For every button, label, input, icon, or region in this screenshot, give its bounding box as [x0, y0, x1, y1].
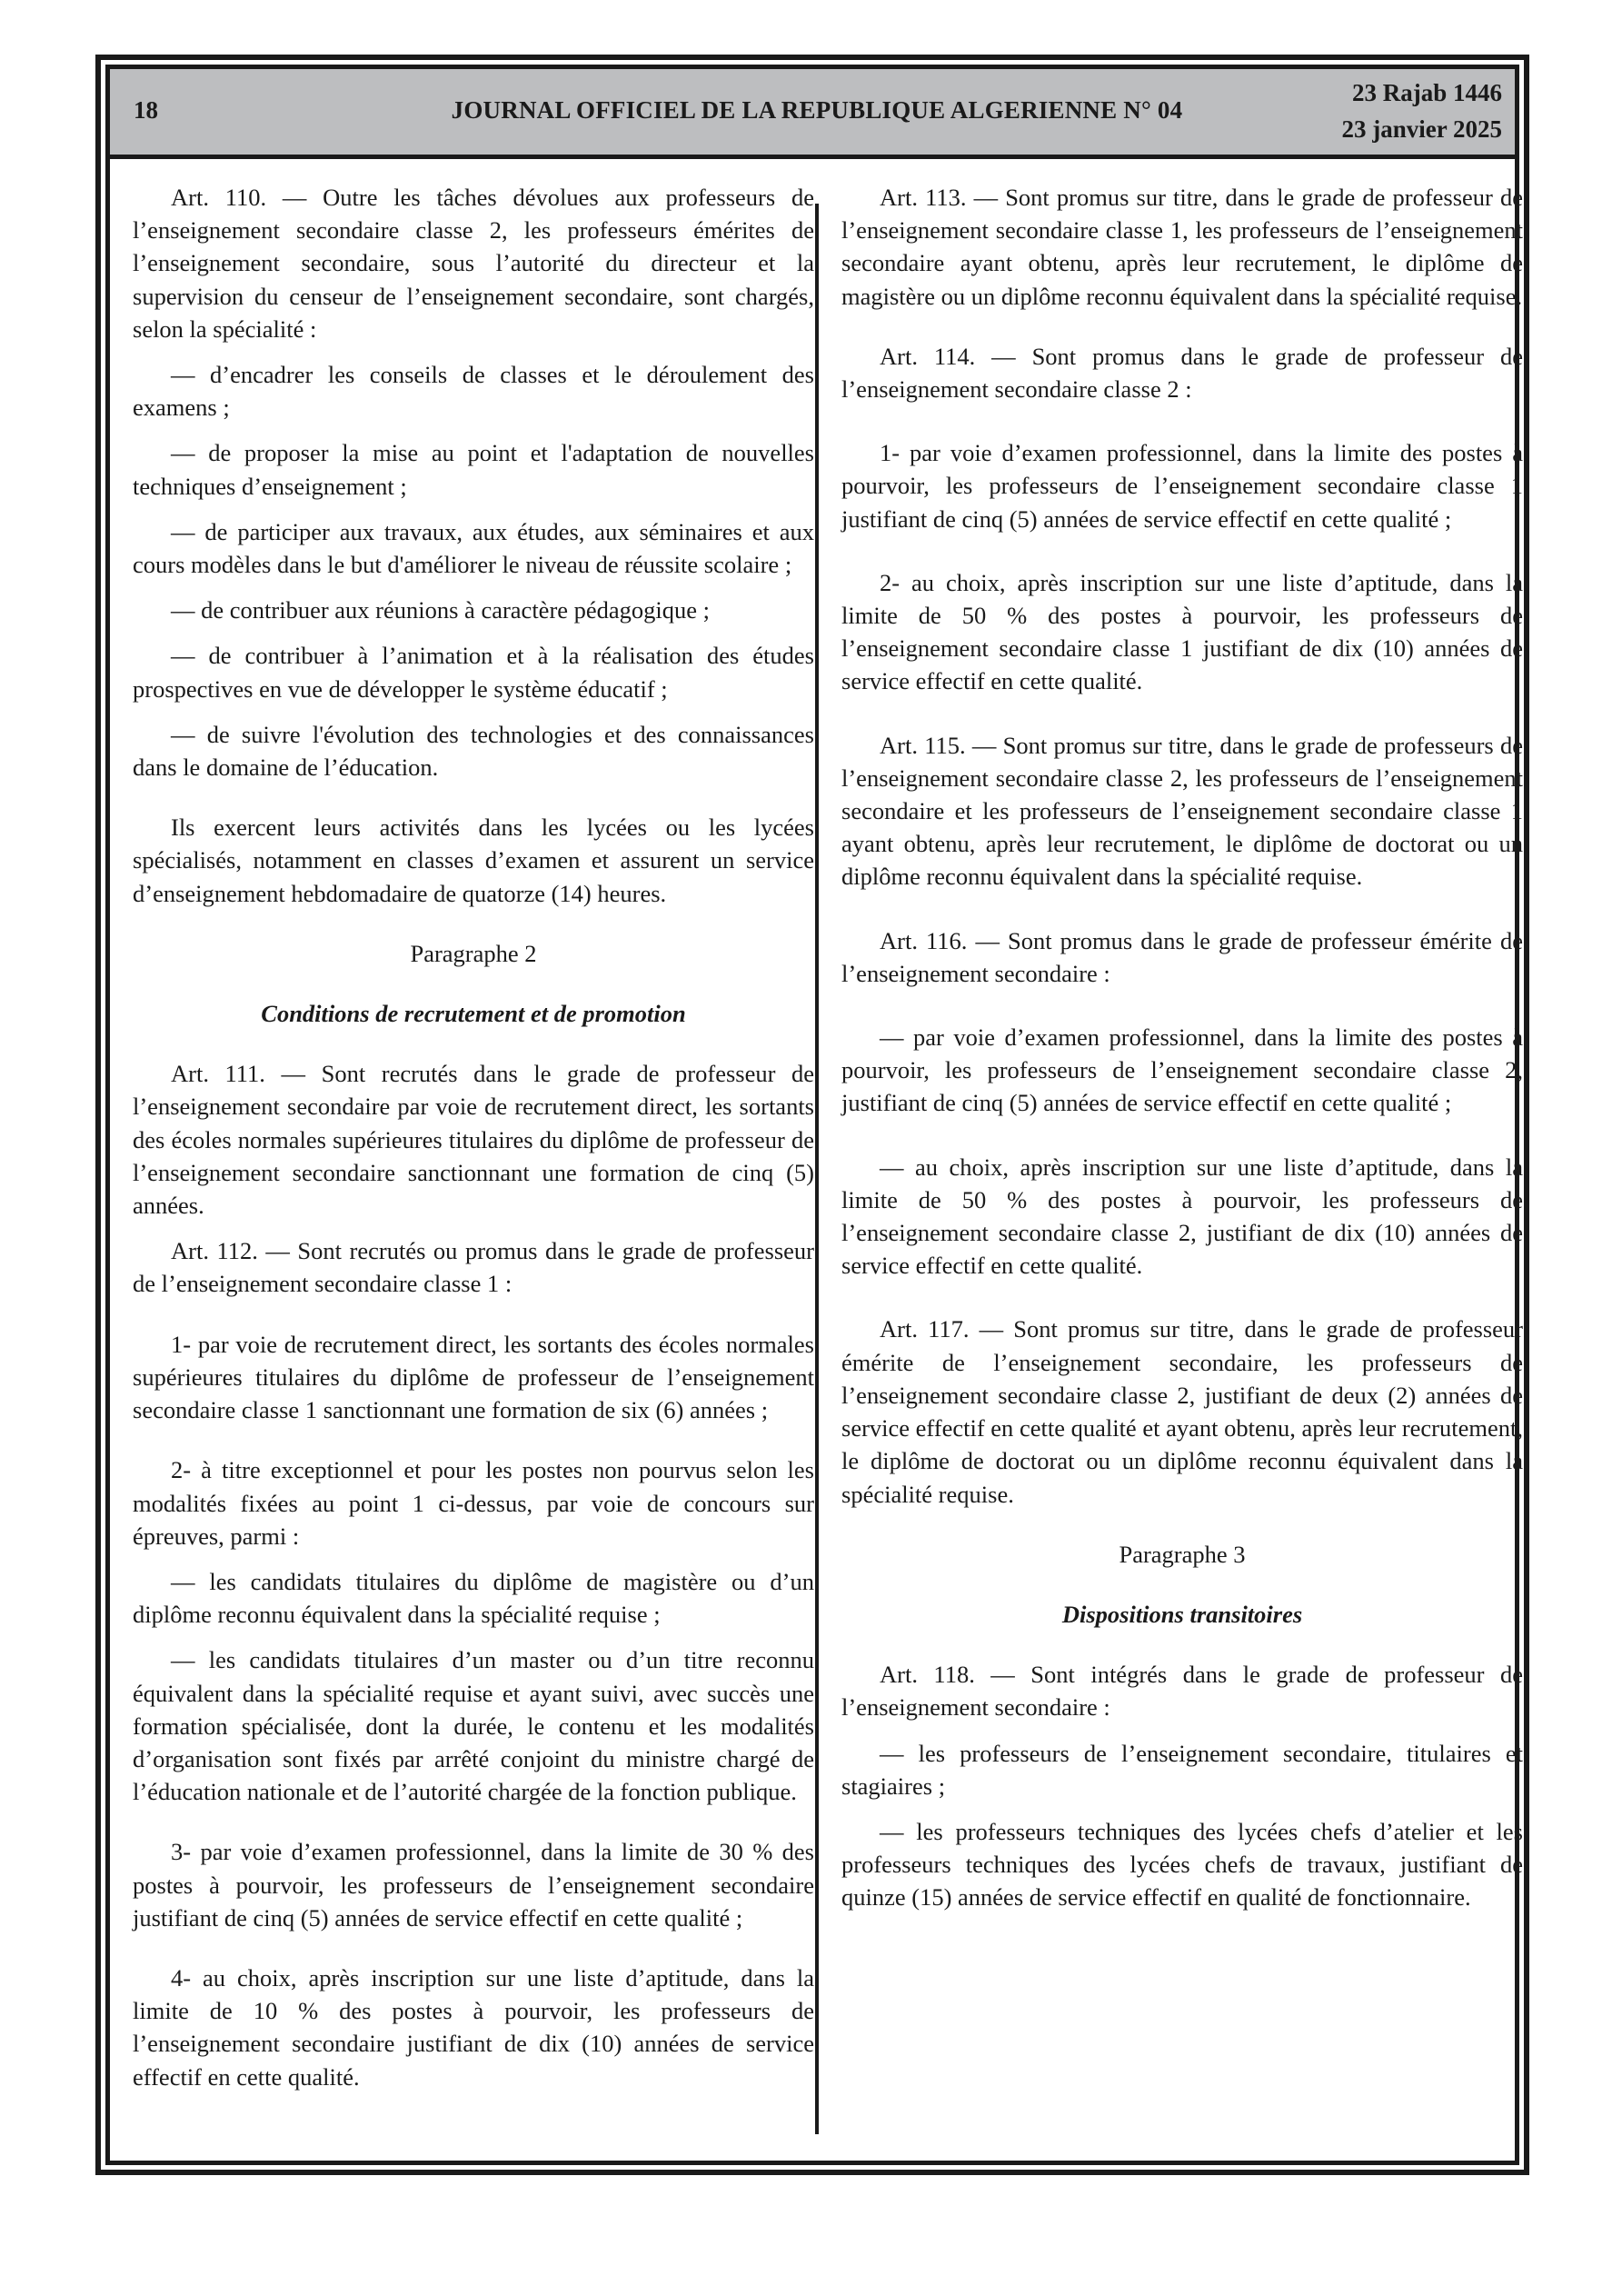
article-114-point-1: 1- par voie d’examen professionnel, dans la limite des postes à pourvoir, les professeurs de l’enseignement secondaire classe 1 justifiant de cinq (5) années de service effectif en cette qualité ;: [841, 439, 1523, 533]
issue-date: [1342, 75, 1503, 147]
article-112-point-2-item: — les candidats titulaires du diplôme de magistère ou d’un diplôme reconnu équivalent dans la spécialité requise ;: [133, 1567, 814, 1629]
article-114-intro: Art. 114. — Sont promus dans le grade de professeur de l’enseignement secondaire classe 2 :: [841, 342, 1523, 404]
journal-header: [110, 69, 1515, 159]
right-column: [841, 181, 1523, 1914]
article-110-intro: Art. 110. — Outre les tâches dévolues aux professeurs de l’enseignement secondaire classe 2, les professeurs émérites de l’enseignement secondaire, sous l’autorité du directeur et la supervision du censeur de l’enseignement secondaire, sont chargés, selon la spécialité :: [133, 184, 814, 343]
article-110-item: — de participer aux travaux, aux études, aux séminaires et aux cours modèles dans le but d'améliorer le niveau de réussite scolaire ;: [133, 517, 814, 579]
article-110-closing: Ils exercent leurs activités dans les lycées ou les lycées spécialisés, notamment en classes d’examen et assurent un service d’enseignement hebdomadaire de quatorze (14) heures.: [133, 814, 814, 907]
article-110-item: — de proposer la mise au point et l'adaptation de nouvelles techniques d’enseignement ;: [133, 439, 814, 500]
paragraph-heading: Paragraphe 3: [1119, 1540, 1246, 1568]
section-title: Dispositions transitoires: [1061, 1600, 1303, 1628]
article-116-item: — au choix, après inscription sur une liste d’aptitude, dans la limite de 50 % des postes à pourvoir, les professeurs de l’enseignement secondaire classe 2, justifiant de dix (10) années de service effectif en cette qualité.: [841, 1153, 1523, 1280]
article-113: Art. 113. — Sont promus sur titre, dans le grade de professeur de l’enseignement secondaire classe 1, les professeurs de l’enseignement secondaire ayant obtenu, après leur recrutement, le diplôme de magistère ou un diplôme reconnu équivalent dans la spécialité requise.: [841, 184, 1523, 310]
article-110-item: — de suivre l'évolution des technologies et des connaissances dans le domaine de l’éducation.: [133, 720, 814, 782]
article-112-point-3: 3- par voie d’examen professionnel, dans la limite de 30 % des postes à pourvoir, les professeurs de l’enseignement secondaire justifiant de cinq (5) années de service effectif en cette qualité ;: [133, 1838, 814, 1932]
article-118-item: — les professeurs techniques des lycées chefs d’atelier et les professeurs techniques des lycées chefs de travaux, justifiant de quinze (15) années de service effectif en qualité de fonctionnaire.: [841, 1817, 1523, 1912]
article-116-intro: Art. 116. — Sont promus dans le grade de professeur émérite de l’enseignement secondaire :: [841, 926, 1523, 987]
gregorian-date: 23 janvier 2025: [1341, 115, 1502, 143]
article-112-intro: Art. 112. — Sont recrutés ou promus dans le grade de professeur de l’enseignement secondaire classe 1 :: [133, 1237, 814, 1298]
hijri-date: 23 Rajab 1446: [1351, 79, 1502, 106]
article-118-intro: Art. 118. — Sont intégrés dans le grade de professeur de l’enseignement secondaire :: [841, 1661, 1523, 1722]
article-110-item: — d’encadrer les conseils de classes et le déroulement des examens ;: [133, 361, 814, 422]
left-column: [133, 181, 814, 2093]
section-title: Conditions de recrutement et de promotion: [261, 1000, 686, 1028]
article-111: Art. 111. — Sont recrutés dans le grade de professeur de l’enseignement secondaire par voie de recrutement direct, les sortants des écoles normales supérieures titulaires du diplôme de professeur de l’enseignement secondaire sanctionnant une formation de cinq (5) années.: [133, 1060, 814, 1220]
article-110-item: — de contribuer à l’animation et à la réalisation des études prospectives en vue de développer le système éducatif ;: [133, 642, 814, 703]
article-112-point-1: 1- par voie de recrutement direct, les sortants des écoles normales supérieures titulaires du diplôme de professeur de l’enseignement secondaire classe 1 sanctionnant une formation de six (6) années ;: [133, 1330, 814, 1424]
article-112-point-4: 4- au choix, après inscription sur une liste d’aptitude, dans la limite de 10 % des postes à pourvoir, les professeurs de l’enseignement secondaire justifiant de dix (10) années de service effectif en cette qualité.: [133, 1963, 814, 2091]
article-115: Art. 115. — Sont promus sur titre, dans le grade de professeurs de l’enseignement secondaire classe 2, les professeurs de l’enseignement secondaire et les professeurs de l’enseignement secondaire classe 1 ayant obtenu, après leur recrutement, le diplôme de doctorat ou un diplôme reconnu équivalent dans la spécialité requise.: [841, 731, 1523, 891]
column-divider: [815, 204, 819, 2134]
page-frame: [95, 55, 1529, 2175]
article-116-item: — par voie d’examen professionnel, dans la limite des postes à pourvoir, les professeurs de l’enseignement secondaire classe 2, justifiant de cinq (5) années de service effectif en cette qualité ;: [841, 1023, 1523, 1117]
paragraph-heading: Paragraphe 2: [410, 939, 537, 967]
journal-title: JOURNAL OFFICIEL DE LA REPUBLIQUE ALGERIENNE N° 04: [451, 96, 1183, 124]
article-112-point-2: 2- à titre exceptionnel et pour les postes non pourvus selon les modalités fixées au point 1 ci-dessus, par voie de concours sur épreuves, parmi :: [133, 1456, 814, 1550]
page-number: 18: [134, 96, 158, 124]
article-114-point-2: 2- au choix, après inscription sur une liste d’aptitude, dans la limite de 50 % des postes à pourvoir, les professeurs de l’enseignement secondaire classe 1 justifiant de dix (10) années de service effectif en cette qualité.: [841, 568, 1523, 695]
article-112-point-2-item: — les candidats titulaires d’un master ou d’un titre reconnu équivalent dans la spécialité requise et ayant suivi, avec succès une formation spécialisée, dont la durée, le contenu et les modalités d’organisation sont fixés par arrêté conjoint du ministre chargé de l’éducation nationale et de l’autorité chargée de la fonction publique.: [133, 1646, 814, 1806]
article-118-item: — les professeurs de l’enseignement secondaire, titulaires et stagiaires ;: [841, 1739, 1523, 1800]
article-117: Art. 117. — Sont promus sur titre, dans le grade de professeur émérite de l’enseignement secondaire, les professeurs de l’enseignement secondaire classe 2, justifiant de deux (2) années de service effectif en cette qualité et ayant obtenu, après leur recrutement, le diplôme de doctorat ou un diplôme reconnu équivalent dans la spécialité requise.: [841, 1315, 1523, 1508]
page-inner-frame: [105, 65, 1523, 2165]
article-110-item: — de contribuer aux réunions à caractère pédagogique ;: [171, 596, 711, 624]
